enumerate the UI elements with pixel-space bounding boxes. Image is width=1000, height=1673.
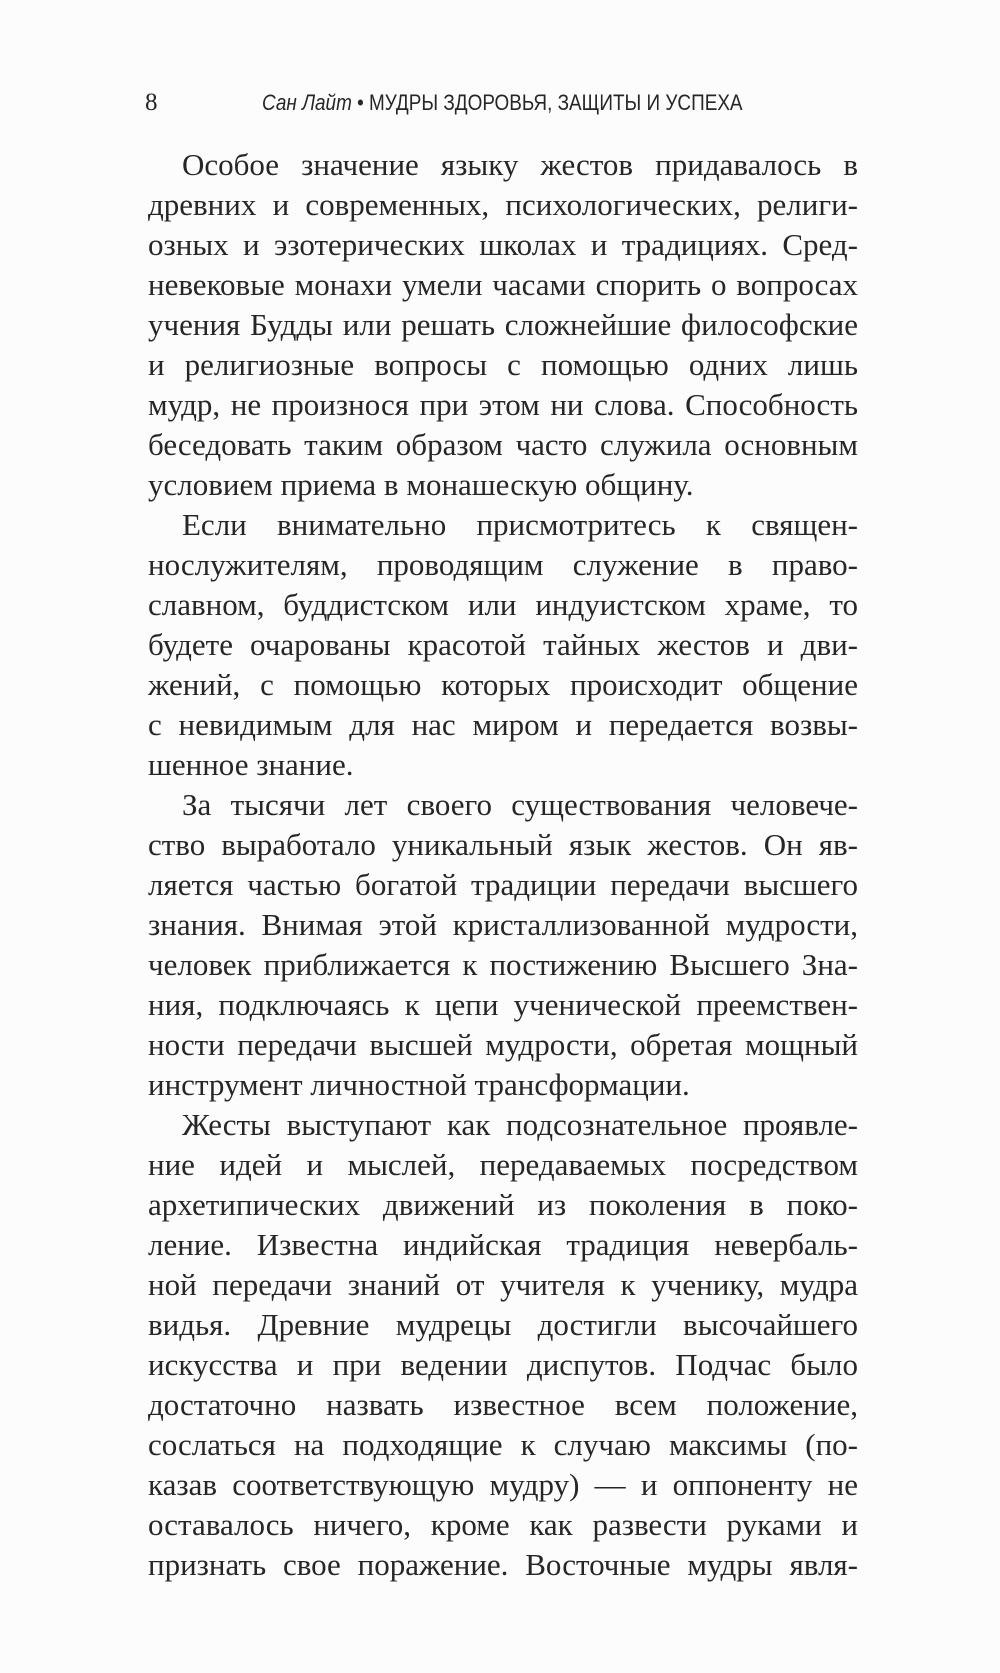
text-line: За тысячи лет своего существования человече- [182,787,858,822]
text-line: беседовать таким образом часто служила основным [148,427,858,462]
text-line: невековые монахи умели часами спорить о вопросах [148,267,858,302]
text-line: шенное знание. [148,747,354,782]
text-line: и религиозные вопросы с помощью одних лишь [148,347,858,382]
book-title: МУДРЫ ЗДОРОВЬЯ, ЗАЩИТЫ И УСПЕХА [369,90,743,115]
text-line: видья. Древние мудрецы достигли высочайшего [148,1307,858,1342]
text-line: с невидимым для нас миром и передается возвы- [148,707,858,742]
text-line: ния, подключаясь к цепи ученической преемствен- [148,987,858,1022]
page-number: 8 [145,89,158,116]
text-line: ние идей и мыслей, передаваемых посредством [148,1147,858,1182]
text-line: архетипических движений из поколения в поко- [148,1187,858,1222]
text-line: оставалось ничего, кроме как развести руками и [148,1507,858,1542]
text-line: признать свое поражение. Восточные мудры явля- [148,1547,858,1582]
text-line: казав соответствующую мудру) — и оппоненту не [148,1467,858,1502]
bullet-separator: • [357,90,364,115]
text-line: Особое значение языку жестов придавалось в [182,147,858,182]
text-line: ство выработало уникальный язык жестов. Он яв- [148,827,858,862]
text-line: ной передачи знаний от учителя к ученику, мудра [148,1267,858,1302]
text-line: человек приближается к постижению Высшего Зна- [148,947,858,982]
running-header [262,88,834,118]
text-line: ление. Известна индийская традиция невербаль- [148,1227,858,1262]
text-line: нослужителям, проводящим служение в право- [148,547,858,582]
text-line: Если внимательно присмотритесь к священ- [182,507,858,542]
text-line: жений, с помощью которых происходит общение [148,667,858,702]
text-line: ляется частью богатой традиции передачи высшего [148,867,858,902]
text-line: инструмент личностной трансформации. [148,1067,690,1102]
text-line: условием приема в монашескую общину. [148,467,694,502]
text-line: достаточно назвать известное всем положение, [148,1387,858,1422]
text-line: древних и современных, психологических, религи- [148,187,858,222]
text-line: славном, буддистском или индуистском храме, то [148,587,858,622]
text-line: будете очарованы красотой тайных жестов и дви- [148,627,858,662]
text-line: сослаться на подходящие к случаю максимы (по- [148,1427,858,1462]
text-line: ности передачи высшей мудрости, обретая мощный [148,1027,858,1062]
text-line: искусства и при ведении диспутов. Подчас было [148,1347,858,1382]
text-line: мудр, не произнося при этом ни слова. Способность [148,387,858,422]
text-line: озных и эзотерических школах и традициях. Сред- [148,227,858,262]
text-line: Жесты выступают как подсознательное проявле- [182,1107,858,1142]
author-name: Сан Лайт [262,90,352,115]
text-line: знания. Внимая этой кристаллизованной мудрости, [148,907,858,942]
body-text [148,145,858,1585]
text-line: учения Будды или решать сложнейшие философские [148,307,858,342]
